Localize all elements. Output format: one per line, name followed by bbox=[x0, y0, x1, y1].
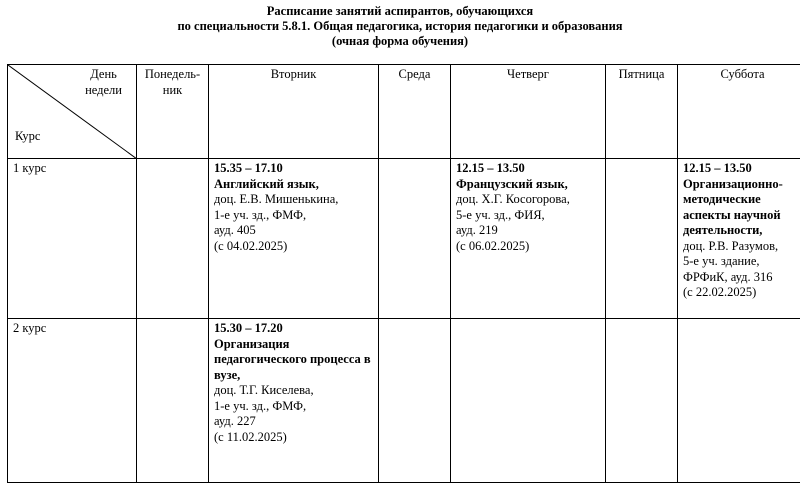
class-building: 5-е уч. зд., ФИЯ, bbox=[456, 207, 545, 222]
class-cell-saturday bbox=[678, 159, 800, 319]
class-time: 15.30 – 17.20 bbox=[214, 321, 283, 335]
class-teacher: доц. Х.Г. Косогорова, bbox=[456, 192, 570, 206]
course-cell: 1 курс bbox=[8, 159, 137, 319]
title-line-3: (очная форма обучения) bbox=[331, 34, 469, 48]
day-header-tuesday: Вторник bbox=[209, 65, 379, 159]
day-header-wednesday: Среда bbox=[379, 65, 451, 159]
corner-day-line2: недели bbox=[85, 82, 122, 97]
empty-cell-saturday bbox=[678, 319, 800, 483]
class-teacher: доц. Т.Г. Киселева, bbox=[214, 383, 314, 397]
class-time: 12.15 – 13.50 bbox=[456, 161, 525, 175]
class-subject: Французский язык, bbox=[456, 176, 568, 191]
class-building: 1-е уч. зд., ФМФ, bbox=[214, 398, 307, 413]
empty-cell-monday bbox=[137, 319, 209, 483]
title-line-1: Расписание занятий аспирантов, обучающихся bbox=[266, 4, 534, 18]
schedule-table bbox=[7, 64, 800, 483]
empty-cell-friday bbox=[606, 159, 678, 319]
class-building: 1-е уч. зд., ФМФ, bbox=[214, 207, 307, 222]
class-subject: Организационно-методические аспекты научной деятельности, bbox=[683, 176, 783, 237]
class-start-date: (с 11.02.2025) bbox=[214, 429, 287, 444]
class-room: ауд. 405 bbox=[214, 223, 256, 237]
class-start-date: (с 22.02.2025) bbox=[683, 285, 757, 299]
class-room: ФРФиК, ауд. 316 bbox=[683, 269, 773, 284]
class-room: ауд. 219 bbox=[456, 223, 498, 237]
class-cell-tuesday bbox=[209, 159, 379, 319]
title-line-2: по специальности 5.8.1. Общая педагогика, история педагогики и образования bbox=[177, 19, 623, 33]
empty-cell-thursday bbox=[451, 319, 606, 483]
class-room: ауд. 227 bbox=[214, 414, 256, 428]
class-start-date: (с 04.02.2025) bbox=[214, 238, 288, 253]
day-header-thursday: Четверг bbox=[451, 65, 606, 159]
corner-header-cell bbox=[8, 65, 137, 159]
class-cell-tuesday bbox=[209, 319, 379, 483]
class-time: 12.15 – 13.50 bbox=[683, 161, 752, 175]
class-building: 5-е уч. здание, bbox=[683, 254, 760, 268]
table-row bbox=[8, 319, 800, 483]
table-row bbox=[8, 159, 800, 319]
class-subject: Английский язык, bbox=[214, 176, 319, 191]
corner-day-line1: День bbox=[90, 67, 117, 81]
class-time: 15.35 – 17.10 bbox=[214, 161, 283, 175]
class-cell-thursday bbox=[451, 159, 606, 319]
day-header-friday: Пятница bbox=[606, 65, 678, 159]
header-row bbox=[8, 65, 800, 159]
class-teacher: доц. Е.В. Мишенькина, bbox=[214, 192, 339, 206]
corner-course-label: Курс bbox=[15, 129, 41, 143]
day-header-monday: Понедель- ник bbox=[137, 65, 209, 159]
class-teacher: доц. Р.В. Разумов, bbox=[683, 238, 779, 253]
document-title bbox=[0, 4, 800, 49]
empty-cell-wednesday bbox=[379, 159, 451, 319]
empty-cell-friday bbox=[606, 319, 678, 483]
corner-day-label bbox=[85, 67, 122, 98]
course-cell: 2 курс bbox=[8, 319, 137, 483]
empty-cell-monday bbox=[137, 159, 209, 319]
day-header-saturday: Суббота bbox=[678, 65, 800, 159]
class-start-date: (с 06.02.2025) bbox=[456, 238, 530, 253]
class-subject: Организация педагогического процесса в вузе, bbox=[214, 336, 371, 382]
empty-cell-wednesday bbox=[379, 319, 451, 483]
